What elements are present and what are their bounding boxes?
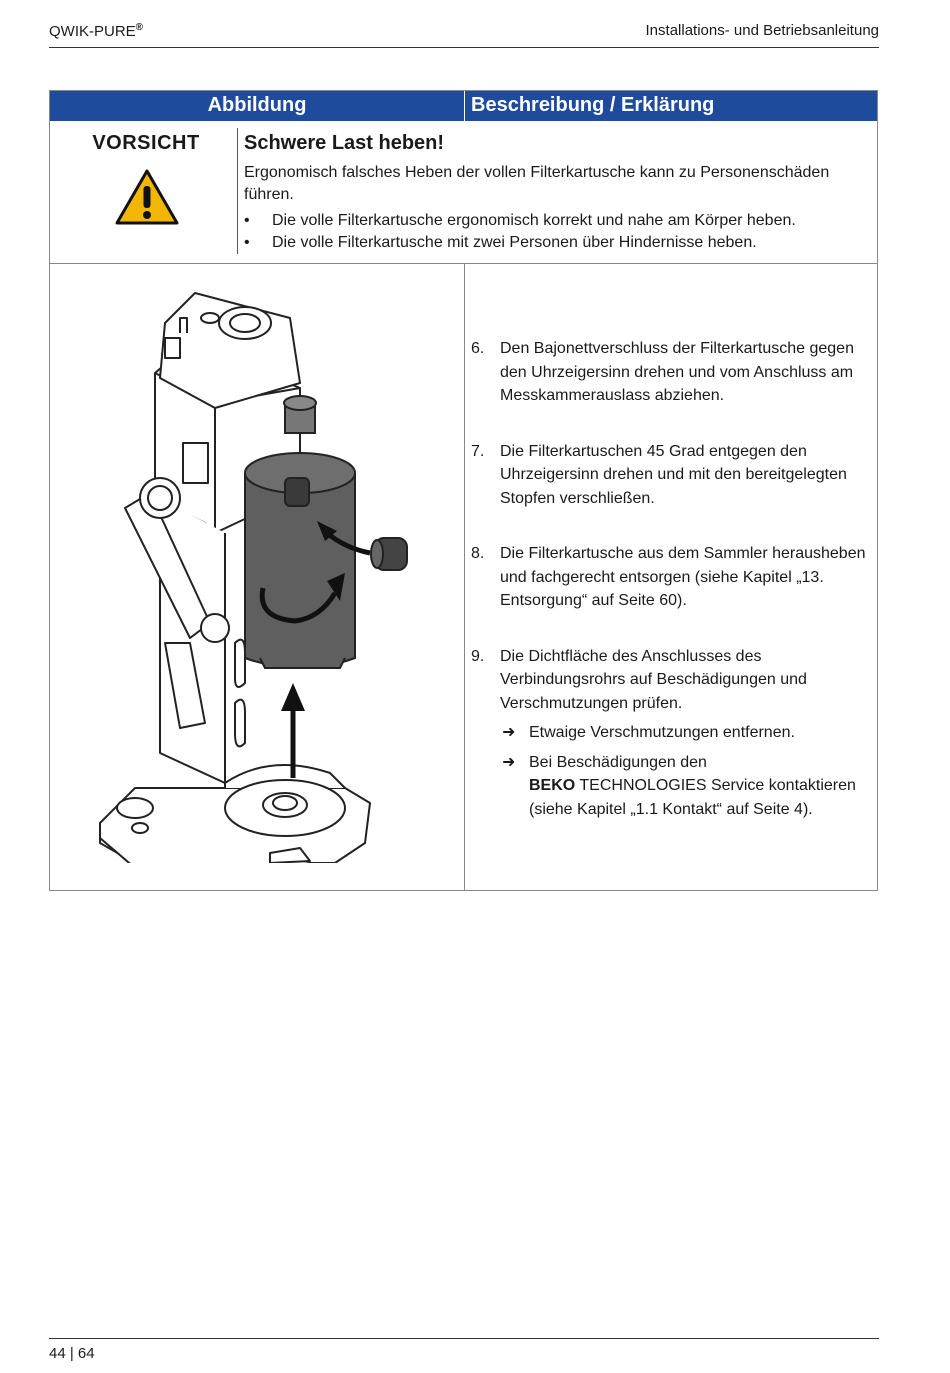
step-text: Den Bajonettverschluss der Filterkartusche gegen den Uhrzeigersinn drehen und vom Anschluss am Messkammerauslass abziehen.: [500, 340, 854, 404]
column-header-figure: Abbildung: [207, 94, 307, 116]
warning-bullets: [244, 210, 796, 254]
column-header-description: Beschreibung / Erklärung: [471, 94, 715, 116]
sub-step: [500, 721, 871, 745]
instruction-table: [49, 90, 878, 891]
sub-step-text: Etwaige Verschmutzungen entfernen.: [529, 724, 795, 741]
document-title: Installations- und Betriebsanleitung: [645, 22, 879, 39]
step-number: 7.: [471, 442, 485, 460]
page-header: [49, 20, 879, 48]
step-text: Die Filterkartusche aus dem Sammler herausheben und fachgerecht entsorgen (siehe Kapitel „13. Entsorgung“ auf Seite 60).: [500, 545, 866, 609]
list-item: [471, 440, 871, 511]
arrow-icon: ➜: [502, 724, 516, 741]
step-number: 6.: [471, 340, 485, 357]
list-item: [471, 542, 871, 613]
list-item: • Die volle Filterkartusche mit zwei Personen über Hindernisse heben.: [244, 232, 796, 254]
step-text: Die Dichtfläche des Anschlusses des Verbindungsrohrs auf Beschädigungen und Verschmutzungen prüfen.: [500, 647, 807, 712]
step-text: Die Filterkartuschen 45 Grad entgegen den Uhrzeigersinn drehen und mit den bereitgelegten Stopfen verschließen.: [500, 442, 847, 507]
table-header: [50, 91, 877, 121]
list-item: [471, 645, 871, 822]
warning-triangle-icon: [114, 168, 180, 226]
page-number: 44 | 64: [49, 1345, 95, 1362]
page-footer: [49, 1338, 879, 1362]
list-item: [471, 337, 871, 408]
brand-name: QWIK-PURE®: [49, 22, 144, 40]
warning-text: Ergonomisch falsches Heben der vollen Filterkartusche kann zu Personenschäden führen.: [244, 164, 830, 203]
step-list: [471, 337, 871, 853]
brand-name: BEKO: [529, 777, 576, 794]
step-row: [50, 263, 877, 891]
sub-step-text: Bei Beschädigungen den: [529, 753, 707, 771]
filter-cartridge-removal-illustration: [95, 283, 425, 863]
warning-label: VORSICHT: [92, 132, 200, 154]
step-number: 8.: [471, 545, 485, 562]
sub-step: [500, 751, 871, 822]
arrow-icon: ➜: [502, 753, 516, 771]
step-number: 9.: [471, 647, 485, 665]
sub-step-text: TECHNOLOGIES Service kontaktieren (siehe Kapitel „1.1 Kontakt“ auf Seite 4).: [529, 777, 856, 818]
warning-title: Schwere Last heben!: [244, 132, 445, 154]
warning-row: [50, 121, 877, 264]
list-item: • Die volle Filterkartusche ergonomisch korrekt und nahe am Körper heben.: [244, 210, 796, 232]
